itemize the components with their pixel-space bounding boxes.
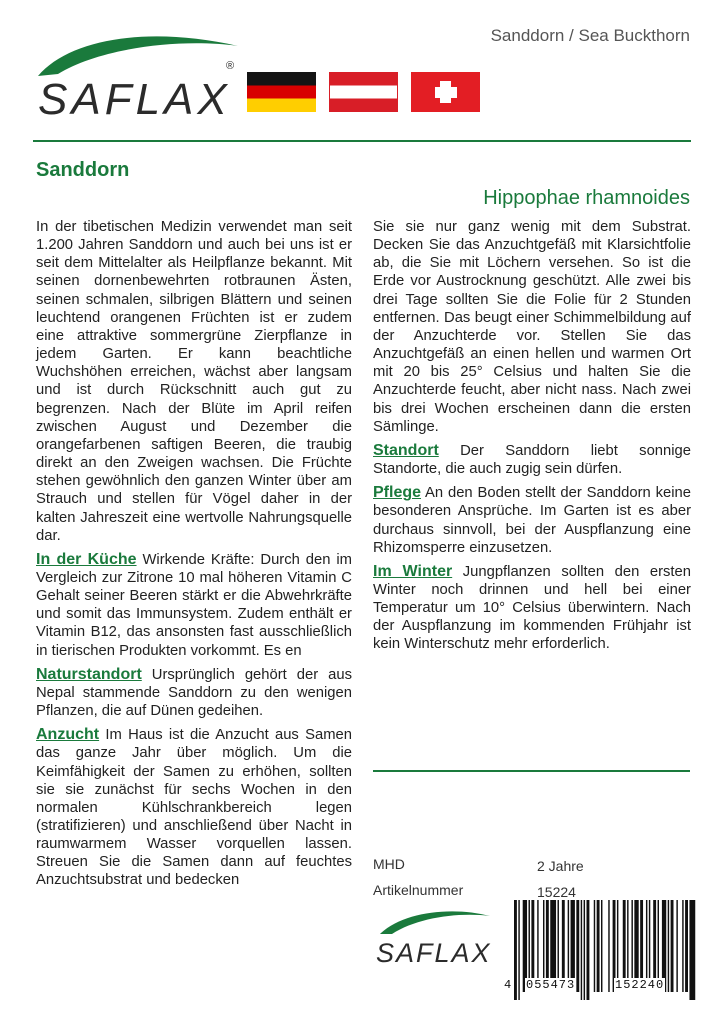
barcode-bar: [689, 900, 695, 1000]
barcode-right-group: 152240: [615, 978, 665, 992]
right-column: [373, 218, 691, 660]
location-label: Standort: [373, 441, 439, 459]
barcode-bar: [576, 900, 579, 992]
mhd-value: 2 Jahre: [537, 858, 584, 874]
barcode-bar: [682, 900, 683, 992]
barcode-bar: [594, 900, 595, 992]
barcode-left-group: 055473: [526, 978, 576, 992]
article-number-value: 15224: [537, 884, 576, 900]
ean-barcode: [500, 900, 700, 1010]
barcode-bar: [671, 900, 674, 992]
winter-label: Im Winter: [373, 562, 453, 580]
mhd-label: MHD: [373, 856, 405, 872]
barcode-bar: [514, 900, 517, 1000]
saflax-logo-bottom: [372, 904, 497, 968]
habitat-text: Ursprünglich gehört der aus Nepal stammende Sanddorn zu den wenigen Pflanzen, die auf Dünen gedeihen.: [36, 666, 352, 720]
country-flags: [247, 72, 480, 112]
registered-mark: ®: [226, 60, 235, 72]
sowing-continued-paragraph: Sie sie nur ganz wenig mit dem Substrat. Decken Sie das Anzuchtgefäß mit Klarsichtfolie ab, die Sie mit Löchern versehen. So ist die Erde vor Austrocknung geschützt. Alle zwei bis drei Tage sollten Sie die Folie für 2 Stunden entfernen. Das beugt einer Schimmelbildung auf der Anzuchterde vor. Stellen Sie das Anzuchtgefäß an einen hellen und warmen Ort mit 20 bis 25° Celsius und halten Sie die Anzuchterde feucht, aber nicht nass. Nach zwei bis drei Wochen erscheinen dann die ersten Sämlinge.: [373, 219, 691, 435]
austria-flag-icon: [329, 72, 398, 112]
location-paragraph: [373, 442, 691, 478]
intro-paragraph: In der tibetischen Medizin verwendet man seit 1.200 Jahren Sanddorn und auch bei uns ist er seit dem Mittelalter als Heilpflanze bekannt. Mit seinen dornenbewehrten rotbraunen Ästen, seinen schmalen, silbrigen Blättern und seinen leuchtend orangenen Früchten ist er zudem eine attraktive sommergrüne Zierpflanze in jedem Garten. Er kann beachtliche Wuchshöhen erreichen, wächst aber langsam und ist durch Rückschnitt auch gut zu begrenzen. Nach der Blüte im April reifen zwischen August und Dezember die orangefarbenen saftigen Beeren, die traubig direkt an den Zweigen wachsen. Die Früchte stehen gewöhnlich den ganzen Winter über am Strauch und stellen für Vögel daher in der kalten Jahreszeit eine wertvolle Nahrungsquelle dar.: [36, 219, 352, 544]
barcode-bar: [584, 900, 585, 1000]
plant-name-heading: Sanddorn: [36, 159, 130, 181]
barcode-bar: [597, 900, 600, 992]
switzerland-flag-icon: [411, 72, 480, 112]
sowing-text: Im Haus ist die Anzucht aus Samen das ganze Jahr über möglich. Um die Keimfähigkeit der Samen zu erhöhen, sollten sie sie zunächst für sechs Wochen in den normalen Kühlschrankbereich legen (stratifizieren) und anschließend über Nacht in raumwarmem Wasser vorquellen lassen. Streuen Sie die Samen dann auf feuchtes Anzuchtsubstrat und bedecken: [36, 727, 352, 889]
kitchen-text: Wirkende Kräfte: Durch den im Vergleich zur Zitrone 10 mal höheren Vitamin C Gehalt seiner Beeren stärkt er die Abwehrkräfte und somit das Immunsystem. Zudem enthält er Vitamin B12, das ansonsten fast ausschließlich in tierischen Produkten vorkommt. Es en: [36, 551, 352, 659]
barcode-bar: [685, 900, 688, 992]
article-number-label: Artikelnummer: [373, 882, 464, 898]
plant-latin-name: Hippophae rhamnoides: [483, 187, 690, 209]
kitchen-label: In der Küche: [36, 550, 137, 568]
kitchen-paragraph: [36, 551, 352, 660]
barcode-bar: [668, 900, 669, 992]
winter-text: Jungpflanzen sollten den ersten Winter noch drinnen und hell bei einer Temperatur um 10° Celsius überwintern. Nach der Auspflanzung im kommenden Frühjahr ist kein Winterschutz mehr erforderlich.: [373, 563, 691, 653]
barcode-bar: [581, 900, 582, 1000]
product-title: Sanddorn / Sea Buckthorn: [490, 26, 690, 45]
logo-text-bottom: SAFLAX: [376, 938, 492, 968]
barcode-bar: [608, 900, 609, 992]
saflax-logo: [30, 24, 245, 124]
care-label: Pflege: [373, 484, 422, 502]
germany-flag-icon: [247, 72, 316, 112]
habitat-paragraph: [36, 666, 352, 720]
logo-text: SAFLAX: [38, 75, 231, 124]
bottom-divider: [373, 770, 690, 772]
barcode-bar: [518, 900, 519, 1000]
barcode-bar: [676, 900, 677, 992]
winter-paragraph: [373, 563, 691, 654]
care-paragraph: [373, 484, 691, 557]
barcode-first-digit: 4: [504, 978, 513, 992]
care-text: An den Boden stellt der Sanddorn keine besonderen Ansprüche. Im Garten ist es aber durchaus sinnvoll, bei der Auspflanzung eine Rhizomsperre einzusetzen.: [373, 485, 691, 556]
header-divider: [33, 140, 691, 142]
sowing-paragraph: [36, 726, 352, 889]
habitat-label: Naturstandort: [36, 665, 142, 683]
left-column: [36, 218, 352, 896]
sowing-label: Anzucht: [36, 726, 100, 744]
barcode-bar: [587, 900, 590, 1000]
barcode-bar: [601, 900, 602, 992]
location-text: Der Sanddorn liebt sonnige Standorte, die auch zugig sein dürfen.: [373, 442, 691, 478]
